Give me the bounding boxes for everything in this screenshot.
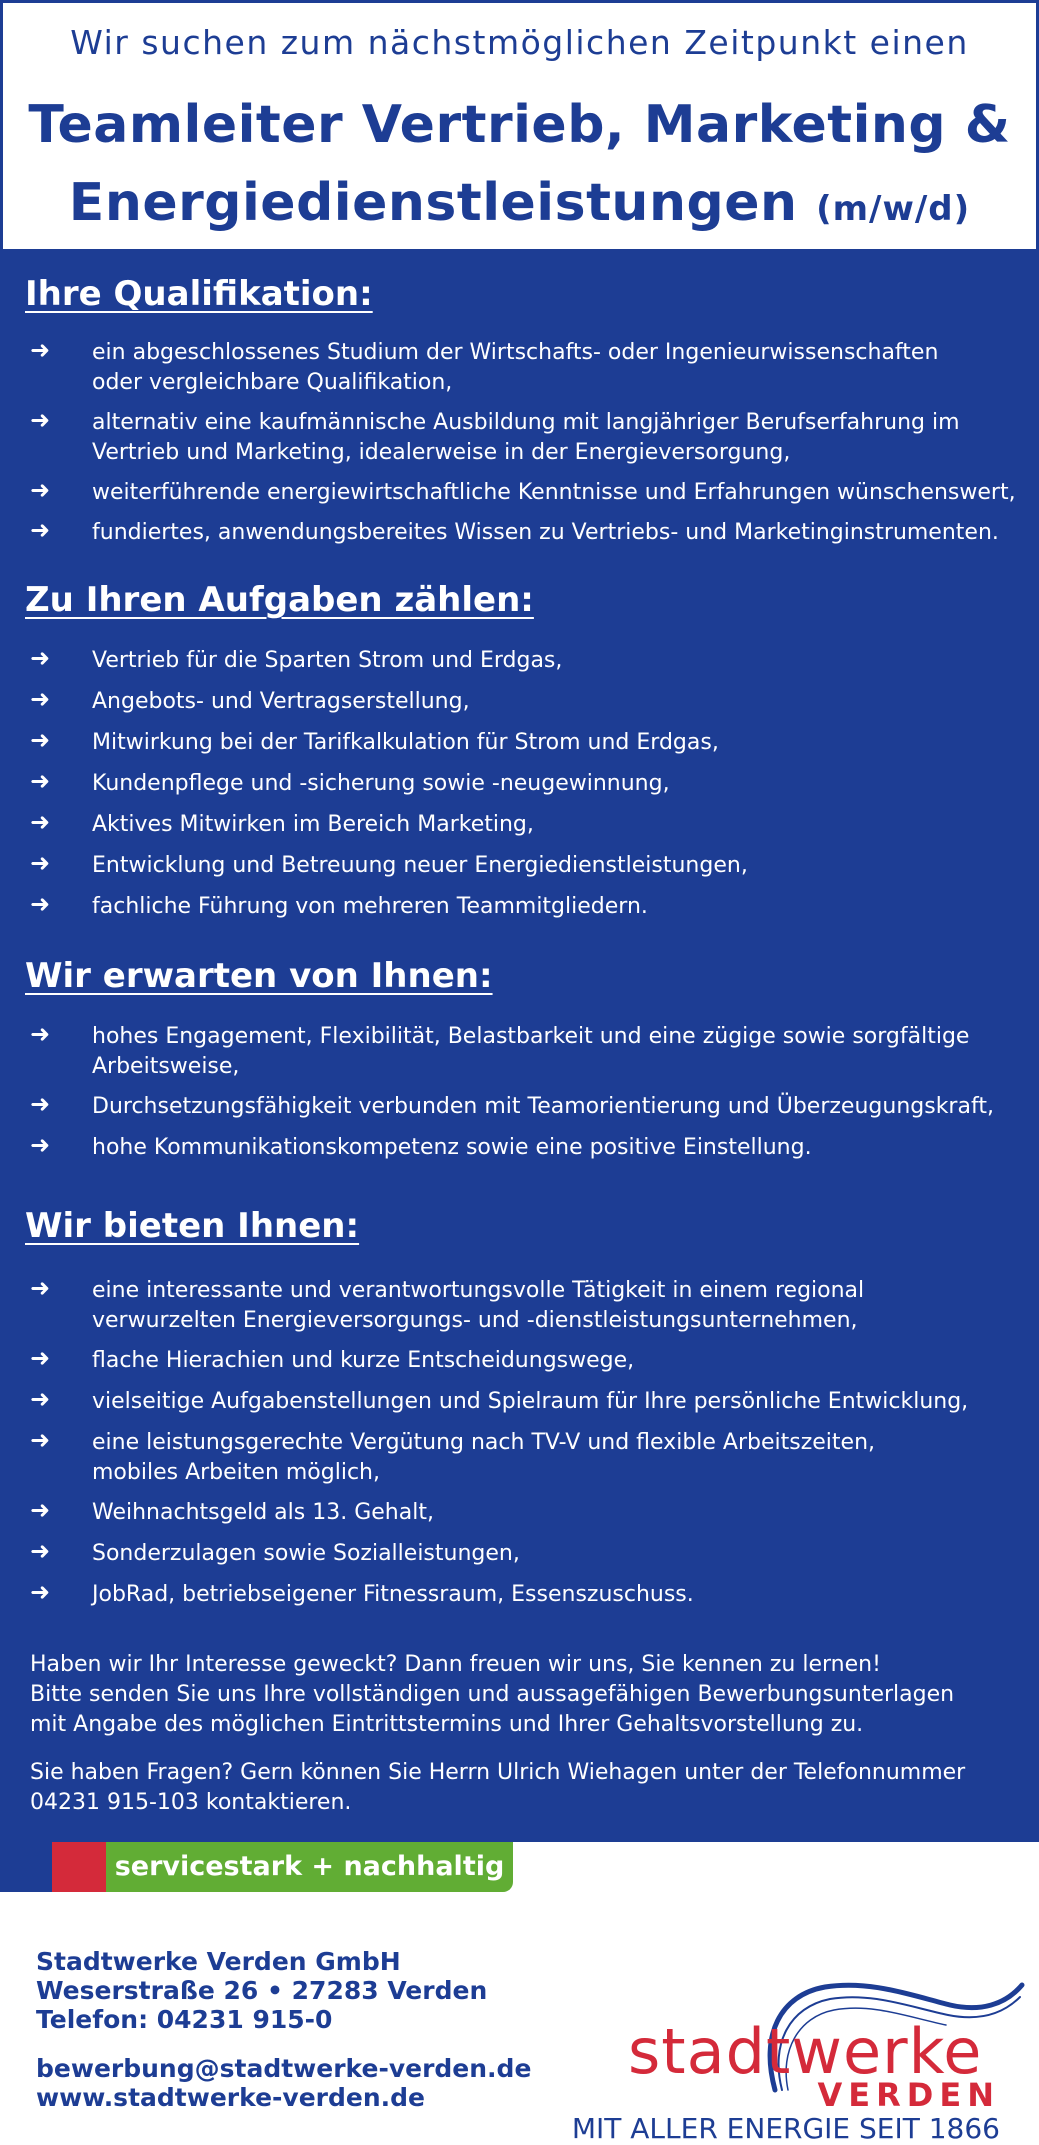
list-item-text: Angebots- und Vertragserstellung, xyxy=(92,689,470,714)
list-item-text: fundiertes, anwendungsbereites Wissen zu Vertriebs- und Marketinginstrumenten. xyxy=(92,520,999,545)
list-item-text: alternativ eine kaufmännische Ausbildung mit langjähriger Berufserfahrung im Vertrieb und Marketing, idealerweise in der Energieversorgung, xyxy=(92,410,960,465)
right-arrow-icon: ➜ xyxy=(30,890,51,918)
list-item-text: Entwicklung und Betreuung neuer Energiedienstleistungen, xyxy=(92,853,748,878)
section-heading-expectations: Wir erwarten von Ihnen: xyxy=(25,956,493,996)
list-item-text: Mitwirkung bei der Tarifkalkulation für Strom und Erdgas, xyxy=(92,730,719,755)
list-item-text: vielseitige Aufgabenstellungen und Spielraum für Ihre persönliche Entwicklung, xyxy=(92,1389,969,1414)
list-item xyxy=(30,1580,1020,1610)
right-arrow-icon: ➜ xyxy=(30,644,51,672)
right-arrow-icon: ➜ xyxy=(30,767,51,795)
right-arrow-icon: ➜ xyxy=(30,1090,51,1118)
list-item-text: hohes Engagement, Flexibilität, Belastbarkeit und eine zügige sowie sorgfältige Arbeitsweise, xyxy=(92,1024,970,1079)
logo-wordmark: stadtwerke xyxy=(628,2015,983,2088)
right-arrow-icon: ➜ xyxy=(30,1385,51,1413)
list-item xyxy=(30,408,1020,468)
right-arrow-icon: ➜ xyxy=(30,406,51,434)
blue-color-block xyxy=(0,1842,52,1892)
list-item-text: Aktives Mitwirken im Bereich Marketing, xyxy=(92,812,534,837)
right-arrow-icon: ➜ xyxy=(30,685,51,713)
list-item-text: Sonderzulagen sowie Sozialleistungen, xyxy=(92,1541,520,1566)
right-arrow-icon: ➜ xyxy=(30,1426,51,1454)
list-item-text: fachliche Führung von mehreren Teammitgliedern. xyxy=(92,894,648,919)
section-heading-offer: Wir bieten Ihnen: xyxy=(25,1206,360,1246)
closing-paragraph-contact: Sie haben Fragen? Gern können Sie Herrn Ulrich Wiehagen unter der Telefonnummer 04231 915-103 kontaktieren. xyxy=(30,1760,966,1815)
list-item xyxy=(30,1498,1020,1528)
list-item xyxy=(30,769,1020,799)
list-item xyxy=(30,1428,1020,1488)
right-arrow-icon: ➜ xyxy=(30,1020,51,1048)
list-item xyxy=(30,810,1020,840)
slogan-strip xyxy=(0,1842,1039,1892)
right-arrow-icon: ➜ xyxy=(30,726,51,754)
list-item xyxy=(30,518,1020,548)
closing-paragraph-interest: Haben wir Ihr Interesse geweckt? Dann freuen wir uns, Sie kennen zu lernen! Bitte senden Sie uns Ihre vollständigen und aussagefähigen Bewerbungsunterlagen mit Angabe des möglichen Eintrittstermins und Ihrer Gehaltsvorstellung zu. xyxy=(30,1652,955,1737)
list-item xyxy=(30,1387,1020,1417)
list-item-text: Vertrieb für die Sparten Strom und Erdgas, xyxy=(92,648,563,673)
right-arrow-icon: ➜ xyxy=(30,1131,51,1159)
list-item xyxy=(30,338,1020,398)
list-item xyxy=(30,728,1020,758)
job-title-main: Energiedienstleistungen xyxy=(68,173,798,233)
list-item xyxy=(30,851,1020,881)
list-item xyxy=(30,687,1020,717)
list-item-text: flache Hierachien und kurze Entscheidungswege, xyxy=(92,1348,635,1373)
list-item xyxy=(30,1346,1020,1376)
list-item-text: eine leistungsgerechte Vergütung nach TV-V und flexible Arbeitszeiten, mobiles Arbeiten möglich, xyxy=(92,1430,876,1485)
section-heading-qualification: Ihre Qualifikation: xyxy=(25,274,373,314)
list-item-text: Weihnachtsgeld als 13. Gehalt, xyxy=(92,1500,434,1525)
right-arrow-icon: ➜ xyxy=(30,1344,51,1372)
right-arrow-icon: ➜ xyxy=(30,1578,51,1606)
list-item-text: Durchsetzungsfähigkeit verbunden mit Teamorientierung und Überzeugungskraft, xyxy=(92,1094,994,1119)
website-link[interactable]: www.stadtwerke-verden.de xyxy=(36,2083,425,2112)
right-arrow-icon: ➜ xyxy=(30,1496,51,1524)
list-item xyxy=(30,1133,1020,1163)
list-item-text: JobRad, betriebseigener Fitnessraum, Essenszuschuss. xyxy=(92,1582,694,1607)
right-arrow-icon: ➜ xyxy=(30,849,51,877)
job-title-line-2 xyxy=(3,173,1036,233)
job-title-line-1: Teamleiter Vertrieb, Marketing & xyxy=(28,95,1011,155)
red-color-block xyxy=(52,1842,106,1892)
list-item xyxy=(30,478,1020,508)
job-details-panel xyxy=(0,252,1039,1842)
list-item xyxy=(30,1022,1020,1082)
company-phone: Telefon: 04231 915-0 xyxy=(36,2005,333,2034)
slogan-label: servicestark + nachhaltig xyxy=(106,1842,513,1892)
stadtwerke-verden-logo xyxy=(571,2015,1030,2145)
right-arrow-icon: ➜ xyxy=(30,516,51,544)
section-heading-tasks: Zu Ihren Aufgaben zählen: xyxy=(25,580,534,620)
right-arrow-icon: ➜ xyxy=(30,336,51,364)
company-address: Weserstraße 26 • 27283 Verden xyxy=(36,1976,488,2005)
list-item xyxy=(30,1276,1020,1336)
list-item xyxy=(30,1539,1020,1569)
list-item xyxy=(30,646,1020,676)
right-arrow-icon: ➜ xyxy=(30,1274,51,1302)
header-box xyxy=(0,0,1039,252)
list-item xyxy=(30,1092,1020,1122)
list-item-text: Kundenpflege und -sicherung sowie -neugewinnung, xyxy=(92,771,670,796)
list-item-text: weiterführende energiewirtschaftliche Kenntnisse und Erfahrungen wünschenswert, xyxy=(92,480,1016,505)
list-item-text: ein abgeschlossenes Studium der Wirtschafts- oder Ingenieurwissenschaften oder vergleichbare Qualifikation, xyxy=(92,340,939,395)
logo-tagline: MIT ALLER ENERGIE SEIT 1866 xyxy=(571,2112,1000,2145)
company-name: Stadtwerke Verden GmbH xyxy=(36,1947,401,1976)
list-item-text: hohe Kommunikationskompetenz sowie eine positive Einstellung. xyxy=(92,1135,812,1160)
list-item xyxy=(30,892,1020,922)
application-email-link[interactable]: bewerbung@stadtwerke-verden.de xyxy=(36,2054,532,2083)
right-arrow-icon: ➜ xyxy=(30,476,51,504)
logo-city: VERDEN xyxy=(817,2076,1000,2114)
list-item-text: eine interessante und verantwortungsvolle Tätigkeit in einem regional verwurzelten Energieversorgungs- und -dienstleistungsunternehmen, xyxy=(92,1278,865,1333)
gender-suffix: (m/w/d) xyxy=(816,189,971,229)
intro-text: Wir suchen zum nächstmöglichen Zeitpunkt einen xyxy=(70,23,969,62)
right-arrow-icon: ➜ xyxy=(30,1537,51,1565)
right-arrow-icon: ➜ xyxy=(30,808,51,836)
